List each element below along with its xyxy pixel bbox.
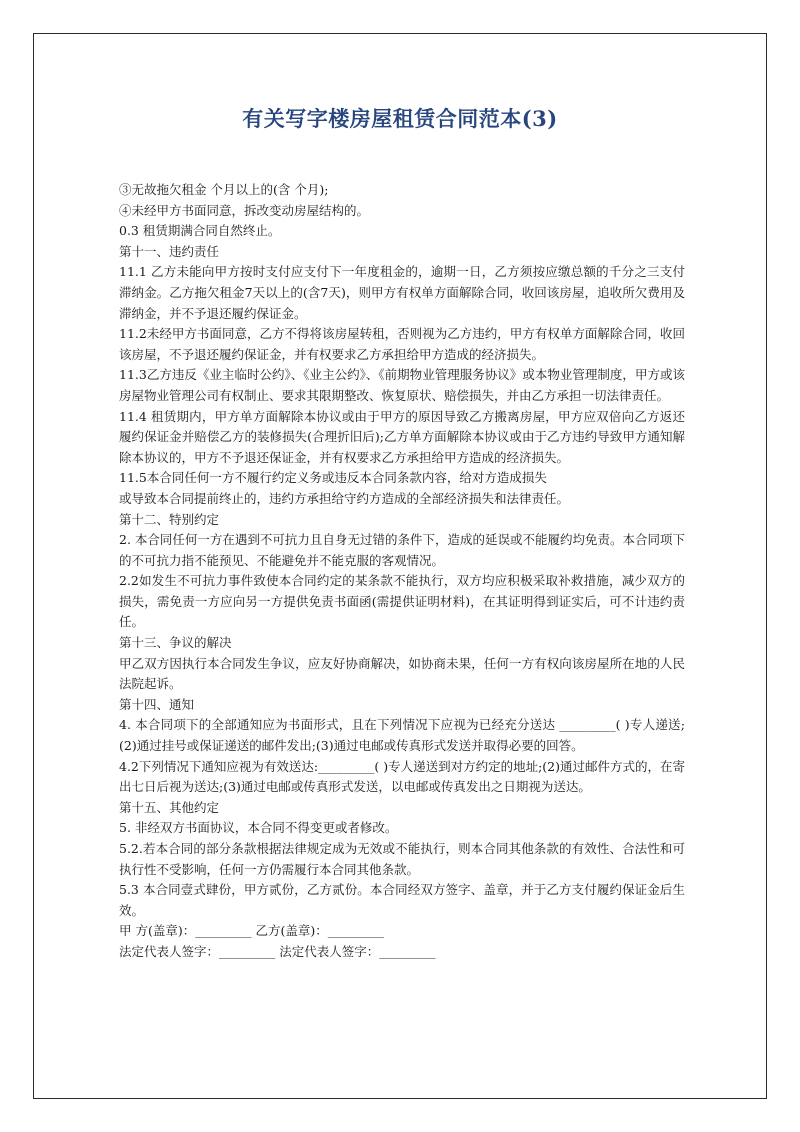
section-heading-14: 第十四、通知: [119, 696, 195, 712]
clause-11-2: 11.2未经甲方书面同意，乙方不得将该房屋转租，否则视为乙方违约，甲方有权单方面解除合同，收回该房屋，不予退还履约保证金，并有权要求乙方承担给甲方造成的经济损失。: [119, 326, 685, 362]
section-heading-15: 第十五、其他约定: [119, 799, 220, 815]
clause-15-1: 5. 非经双方书面协议，本合同不得变更或者修改。: [119, 820, 398, 836]
clause-11-5: 11.5本合同任何一方不履行约定义务或违反本合同条款内容，给对方造成损失: [119, 470, 547, 486]
clause-12-2: 2.2如发生不可抗力事件致使本合同约定的某条款不能执行，双方均应积极采取补救措施，减少双方的损失，需免责一方应向另一方提供免责书面函(需提供证明材料)，在其证明得到证实后，可不计违约责任。: [119, 573, 685, 630]
paragraph-3: 0.3 租赁期满合同自然终止。: [119, 223, 281, 239]
paragraph-2: ④未经甲方书面同意，拆改变动房屋结构的。: [119, 202, 370, 218]
clause-15-3: 5.3 本合同壹式肆份，甲方贰份，乙方贰份。本合同经双方签字、盖章，并于乙方支付履约保证金后生效。: [119, 882, 685, 918]
clause-12-1: 2. 本合同任何一方在遇到不可抗力且自身无过错的条件下，造成的延误或不能履约均免责。本合同项下的不可抗力指不能预见、不能避免并不能克服的客观情况。: [119, 532, 685, 568]
clause-13-1: 甲乙双方因执行本合同发生争议，应友好协商解决，如协商未果，任何一方有权向该房屋所在地的人民法院起诉。: [119, 655, 685, 692]
signature-line-representatives: 法定代表人签字：_________ 法定代表人签字：_________: [119, 943, 436, 959]
clause-15-2: 5.2.若本合同的部分条款根据法律规定成为无效或不能执行，则本合同其他条款的有效性、合法性和可执行性不受影响，任何一方仍需履行本合同其他条款。: [119, 841, 685, 877]
clause-11-3: 11.3乙方违反《业主临时公约》、《业主公约》、《前期物业管理服务协议》或本物业管理制度，甲方或该房屋物业管理公司有权制止、要求其限期整改、恢复原状、赔偿损失，并由乙方承担一切法律责任。: [119, 367, 685, 403]
section-heading-11: 第十一、违约责任: [119, 243, 220, 259]
paragraph-1: ③无故拖欠租金 个月以上的(含 个月);: [119, 182, 329, 197]
section-heading-12: 第十二、特别约定: [119, 511, 220, 527]
clause-11-1: 11.1 乙方未能向甲方按时支付应支付下一年度租金的，逾期一日，乙方须按应缴总额的千分之三支付滞纳金。乙方拖欠租金7天以上的(含7天)，则甲方有权单方面解除合同，收回该房屋，追收所欠费用及滞纳金，并不予退还履约保证金。: [119, 264, 685, 321]
section-heading-13: 第十三、争议的解决: [119, 635, 232, 651]
clause-11-5-cont: 或导致本合同提前终止的，违约方承担给守约方造成的全部经济损失和法律责任。: [119, 490, 570, 506]
signature-line-seals: 甲 方(盖章)：_________ 乙方(盖章)：_________: [119, 923, 384, 939]
document-title: 有关写字楼房屋租赁合同范本(3): [242, 106, 558, 131]
clause-11-4: 11.4 租赁期内，甲方单方面解除本协议或由于甲方的原因导致乙方搬离房屋，甲方应双倍向乙方返还履约保证金并赔偿乙方的装修损失(合理折旧后);乙方单方面解除本协议或由于乙方违约导致甲方通知解除本协议的，甲方不予退还保证金，并有权要求乙方承担给甲方造成的经济损失。: [119, 408, 685, 465]
clause-14-1: 4. 本合同项下的全部通知应为书面形式，且在下列情况下应视为已经充分送达 _________( )专人递送;(2)通过挂号或保证递送的邮件发出;(3)通过电邮或传真形式发送并取得必要的回答。: [119, 717, 685, 754]
clause-14-2: 4.2下列情况下通知应视为有效送达:_________( )专人递送到对方约定的地址;(2)通过邮件方式的，在寄出七日后视为送达;(3)通过电邮或传真形式发送，以电邮或传真发出之日期视为送达。: [119, 758, 685, 795]
document-body: [119, 180, 685, 963]
